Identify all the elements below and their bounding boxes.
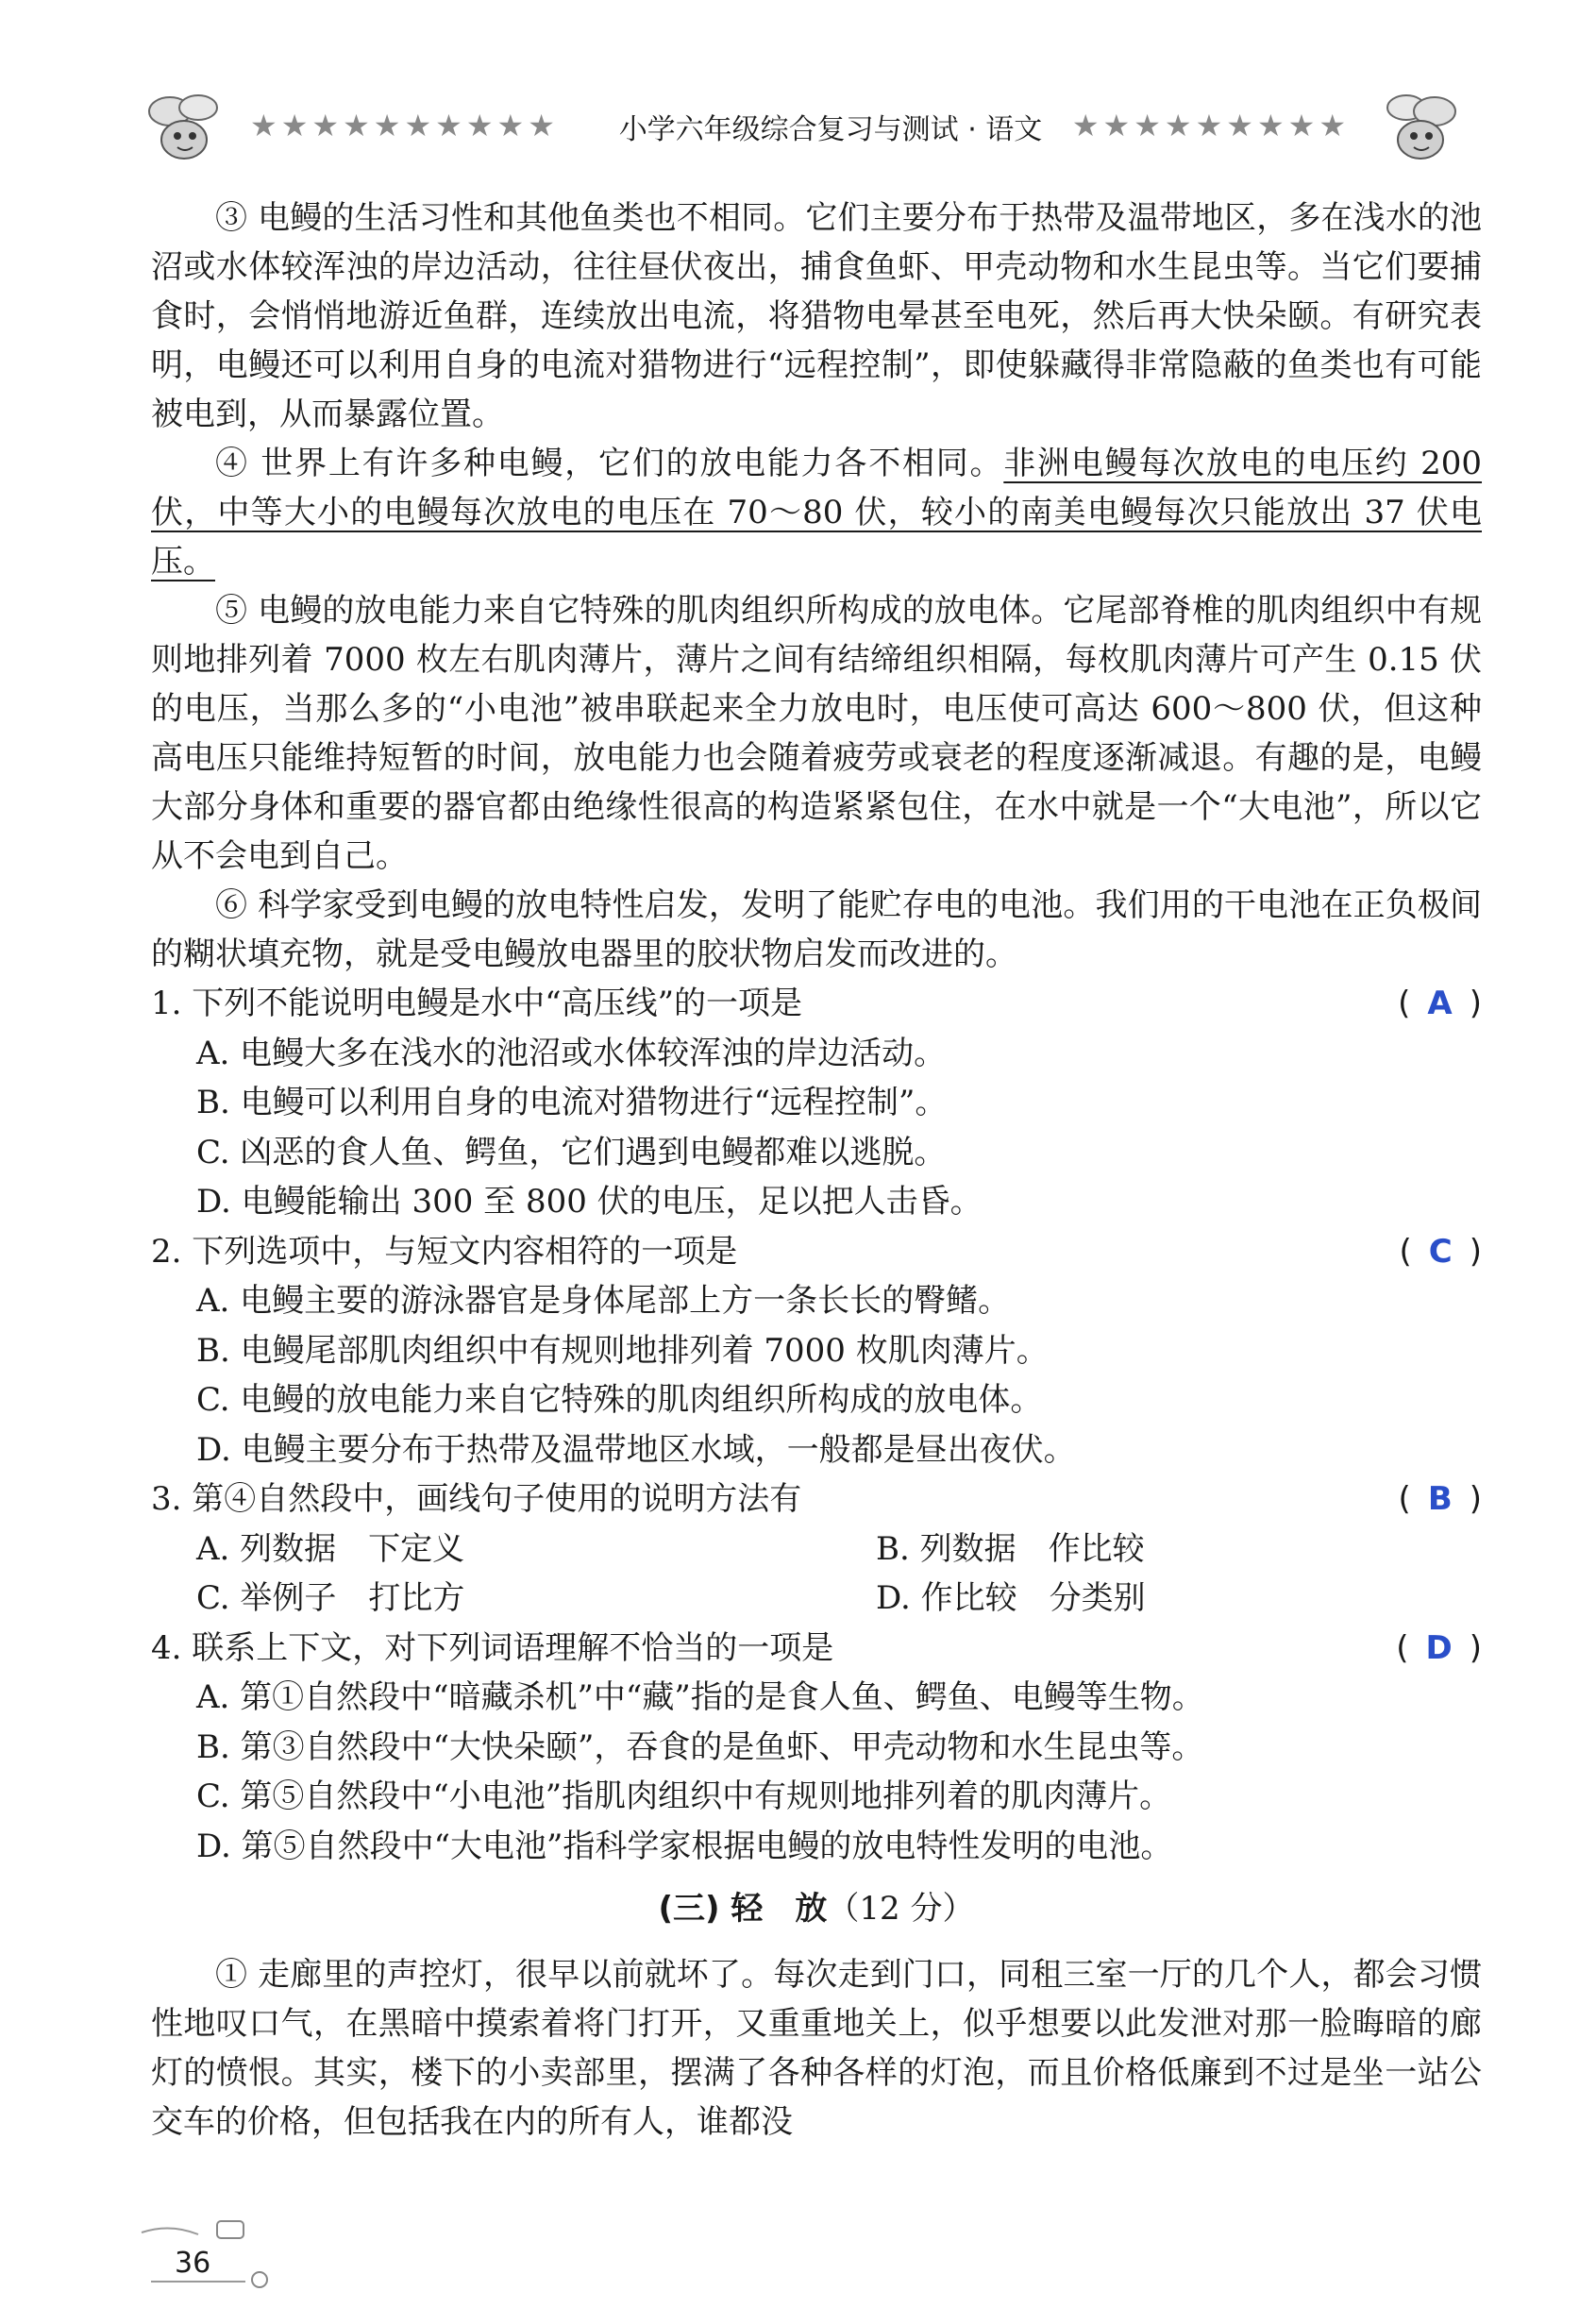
option: C. 电鳗的放电能力来自它特殊的肌肉组织所构成的放电体。 bbox=[196, 1381, 1043, 1419]
paragraph-4-intro: ④ 世界上有许多种电鳗，它们的放电能力各不相同。 bbox=[215, 445, 1004, 482]
option: A. 第①自然段中“暗藏杀机”中“藏”指的是食人鱼、鳄鱼、电鳗等生物。 bbox=[196, 1678, 1204, 1716]
option: A. 列数据 下定义 bbox=[196, 1529, 465, 1568]
question-stem: 4. 联系上下文，对下列词语理解不恰当的一项是 bbox=[151, 1628, 834, 1667]
answer-bracket: ( A ) bbox=[1398, 985, 1482, 1022]
section-heading: (三) 轻 放 bbox=[658, 1890, 828, 1928]
paragraph-3: ③ 电鳗的生活习性和其他鱼类也不相同。它们主要分布于热带及温带地区，多在浅水的池沼或水体较浑浊的岸边活动，往往昼伏夜出，捕食鱼虾、甲壳动物和水生昆虫等。当它们要捕食时，会悄悄地游近鱼群，连续放出电流，将猎物电晕甚至电死，然后再大快朵颐。有研究表明，电鳗还可以利用自身的电流对猎物进行“远程控制”，即使躲藏得非常隐蔽的鱼类也有可能被电到，从而暴露位置。 bbox=[151, 199, 1482, 433]
question-3 bbox=[151, 1474, 1482, 1624]
question-4 bbox=[151, 1624, 1482, 1872]
answer-letter: C bbox=[1428, 1232, 1453, 1271]
page-footer bbox=[132, 2214, 283, 2299]
option: D. 作比较 分类别 bbox=[876, 1579, 1146, 1617]
option: C. 凶恶的食人鱼、鳄鱼，它们遇到电鳗都难以逃脱。 bbox=[196, 1133, 947, 1171]
question-stem: 2. 下列选项中，与短文内容相符的一项是 bbox=[151, 1232, 738, 1271]
option: B. 电鳗尾部肌肉组织中有规则地排列着 7000 枚肌肉薄片。 bbox=[196, 1331, 1049, 1370]
paragraph-5: ⑤ 电鳗的放电能力来自它特殊的肌肉组织所构成的放电体。它尾部脊椎的肌肉组织中有规则地排列着 7000 枚左右肌肉薄片，薄片之间有结缔组织相隔，每枚肌肉薄片可产生 0.15 伏的电压，当那么多的“小电池”被串联起来全力放电时，电压使可高达 600～800 伏，但这种高电压只能维持短暂的时间，放电能力也会随着疲劳或衰老的程度逐渐减退。有趣的是，电鳗大部分身体和重要的器官都由绝缘性很高的构造紧紧包住，在水中就是一个“大电池”，所以它从不会电到自己。 bbox=[151, 592, 1482, 875]
option: B. 电鳗可以利用自身的电流对猎物进行“远程控制”。 bbox=[196, 1084, 948, 1121]
section-title bbox=[151, 1884, 1482, 1933]
section-points: （12 分） bbox=[827, 1890, 975, 1928]
option-grid bbox=[151, 1525, 1482, 1624]
answer-letter: D bbox=[1425, 1628, 1453, 1667]
header-title: 小学六年级综合复习与测试 · 语文 bbox=[618, 113, 1043, 146]
option: C. 第⑤自然段中“小电池”指肌肉组织中有规则地排列着的肌肉薄片。 bbox=[196, 1777, 1172, 1815]
paragraph-6: ⑥ 科学家受到电鳗的放电特性启发，发明了能贮存电的电池。我们用的干电池在正负极间的糊状填充物，就是受电鳗放电器里的胶状物启发而改进的。 bbox=[151, 886, 1482, 973]
option: D. 第⑤自然段中“大电池”指科学家根据电鳗的放电特性发明的电池。 bbox=[196, 1827, 1173, 1865]
answer-bracket: ( C ) bbox=[1399, 1232, 1482, 1271]
option: B. 列数据 作比较 bbox=[876, 1529, 1145, 1568]
answer-bracket: ( B ) bbox=[1398, 1480, 1482, 1518]
option: C. 举例子 打比方 bbox=[196, 1579, 465, 1617]
option: B. 第③自然段中“大快朵颐”，吞食的是鱼虾、甲壳动物和水生昆虫等。 bbox=[196, 1727, 1204, 1766]
option: D. 电鳗能输出 300 至 800 伏的电压，足以把人击昏。 bbox=[196, 1183, 983, 1221]
answer-letter: B bbox=[1427, 1480, 1453, 1518]
answer-letter: A bbox=[1427, 985, 1453, 1022]
question-1 bbox=[151, 979, 1482, 1227]
underlined-sentence: 非洲电鳗每次放电的电压约 200 伏，中等大小的电鳗每次放电的电压在 70～80 伏，较小的南美电鳗每次只能放出 37 伏电压。 bbox=[151, 445, 1483, 581]
option: D. 电鳗主要分布于热带及温带地区水域，一般都是昼出夜伏。 bbox=[196, 1430, 1076, 1469]
page-content bbox=[151, 194, 1482, 2147]
star-row-right: ★★★★★★★★★ bbox=[1071, 108, 1350, 143]
option: A. 电鳗大多在浅水的池沼或水体较浑浊的岸边活动。 bbox=[196, 1034, 947, 1072]
paragraph-4 bbox=[151, 439, 1482, 586]
section-paragraph-1: ① 走廊里的声控灯，很早以前就坏了。每次走到门口，同租三室一厅的几个人，都会习惯性地叹口气，在黑暗中摸索着将门打开，又重重地关上，似乎想要以此发泄对那一脸晦暗的廊灯的愤恨。其实，楼下的小卖部里，摆满了各种各样的灯泡，而且价格低廉到不过是坐一站公交车的价格，但包括我在内的所有人，谁都没 bbox=[151, 1956, 1482, 2141]
question-stem: 1. 下列不能说明电鳗是水中“高压线”的一项是 bbox=[151, 985, 803, 1022]
star-row-left: ★★★★★★★★★★ bbox=[250, 108, 559, 143]
question-stem: 3. 第④自然段中，画线句子使用的说明方法有 bbox=[151, 1480, 802, 1518]
bee-cartoon-icon bbox=[1378, 85, 1463, 170]
option: A. 电鳗主要的游泳器官是身体尾部上方一条长长的臀鳍。 bbox=[196, 1282, 1011, 1320]
page-header bbox=[142, 85, 1463, 170]
question-2 bbox=[151, 1227, 1482, 1475]
answer-bracket: ( D ) bbox=[1396, 1628, 1482, 1667]
page-number: 36 bbox=[175, 2247, 211, 2280]
bee-cartoon-icon bbox=[142, 85, 227, 170]
